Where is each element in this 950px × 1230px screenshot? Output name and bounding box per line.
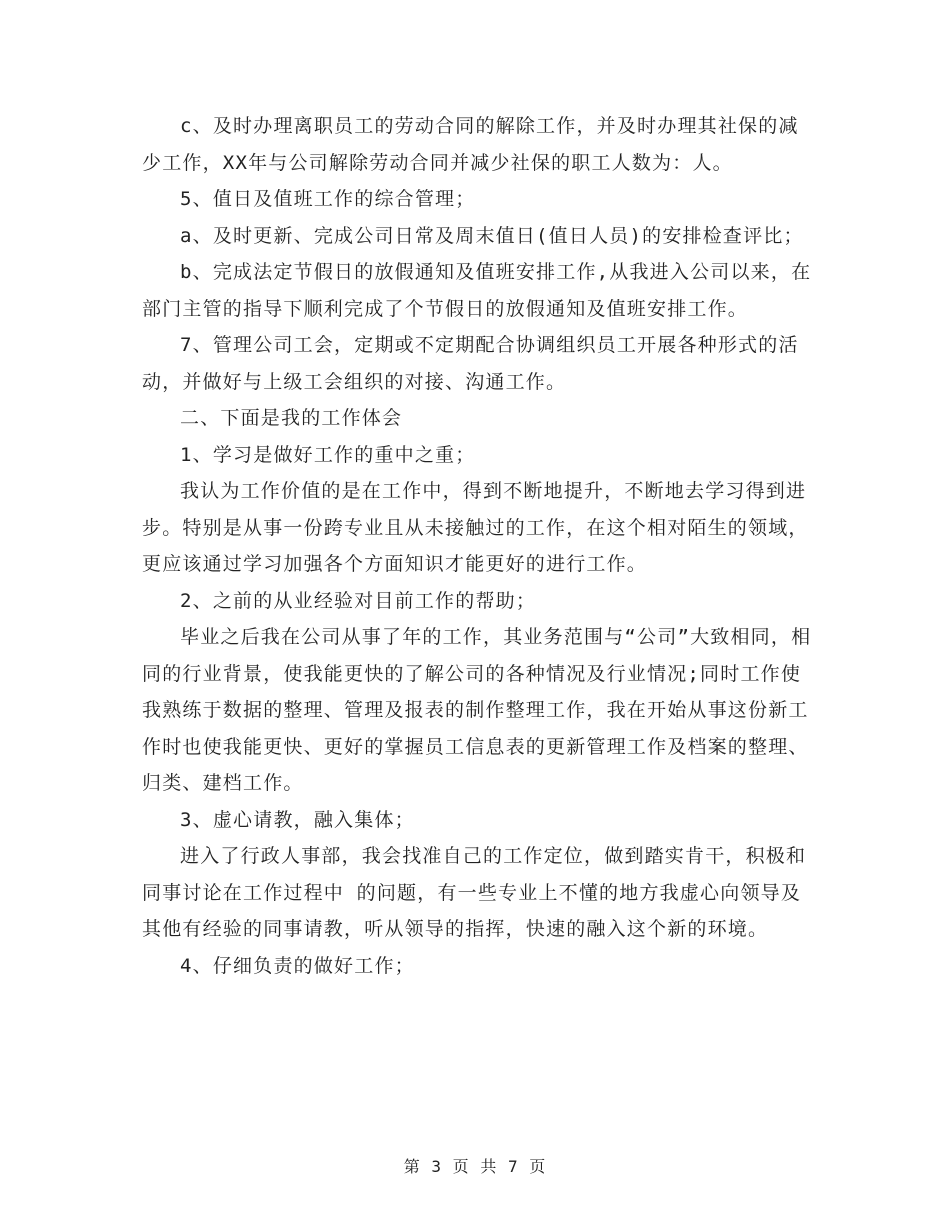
paragraph-heading-learning: 1、学习是做好工作的重中之重； — [180, 443, 476, 466]
page-number-footer: 第 3 页 共 7 页 — [403, 1157, 547, 1176]
paragraph-body-prior-experience: 毕业之后我在公司从事了年的工作，其业务范围与“公司”大致相同，相同的行业背景，使我能更快的了解公司的各种情况及行业情况;同时工作使我熟练于数据的整理、管理及报表的制作整理工作，我在开始从事这份新工作时也使我能更快、更好的掌握员工信息表的更新管理工作及档案的整理、归类、建档工作。 — [142, 626, 812, 794]
paragraph-heading-humble-learning: 3、虚心请教，融入集体； — [180, 808, 415, 831]
paragraph-heading-labor-union: 7、管理公司工会，定期或不定期配合协调组织员工开展各种形式的活动，并做好与上级工会组织的对接、沟通工作。 — [142, 334, 799, 393]
paragraph-body-learning: 我认为工作价值的是在工作中，得到不断地提升，不断地去学习得到进步。特别是从事一份跨专业且从未接触过的工作，在这个相对陌生的领域，更应该通过学习加强各个方面知识才能更好的进行工作。 — [142, 480, 809, 575]
document-body — [142, 108, 812, 984]
section-heading-work-experience: 二、下面是我的工作体会 — [180, 407, 403, 429]
paragraph-heading-prior-experience: 2、之前的从业经验对目前工作的帮助； — [180, 589, 537, 612]
paragraph-item-a-duty-schedule: a、及时更新、完成公司日常及周末值日(值日人员)的安排检查评比； — [180, 224, 804, 247]
paragraph-item-c-resignation: c、及时办理离职员工的劳动合同的解除工作，并及时办理其社保的减少工作，XX年与公司解除劳动合同并减少社保的职工人数为：人。 — [142, 115, 799, 174]
paragraph-body-humble-learning: 进入了行政人事部，我会找准自己的工作定位，做到踏实肯干，积极和同事讨论在工作过程中 的问题，有一些专业上不懂的地方我虚心向领导及其他有经验的同事请教，听从领导的指挥，快速的融入这个新的环境。 — [142, 845, 807, 940]
paragraph-heading-careful-work: 4、仔细负责的做好工作； — [180, 954, 415, 977]
paragraph-item-b-holiday-notice: b、完成法定节假日的放假通知及值班安排工作,从我进入公司以来，在部门主管的指导下顺利完成了个节假日的放假通知及值班安排工作。 — [142, 261, 812, 320]
paragraph-heading-duty-management: 5、值日及值班工作的综合管理； — [180, 188, 476, 210]
